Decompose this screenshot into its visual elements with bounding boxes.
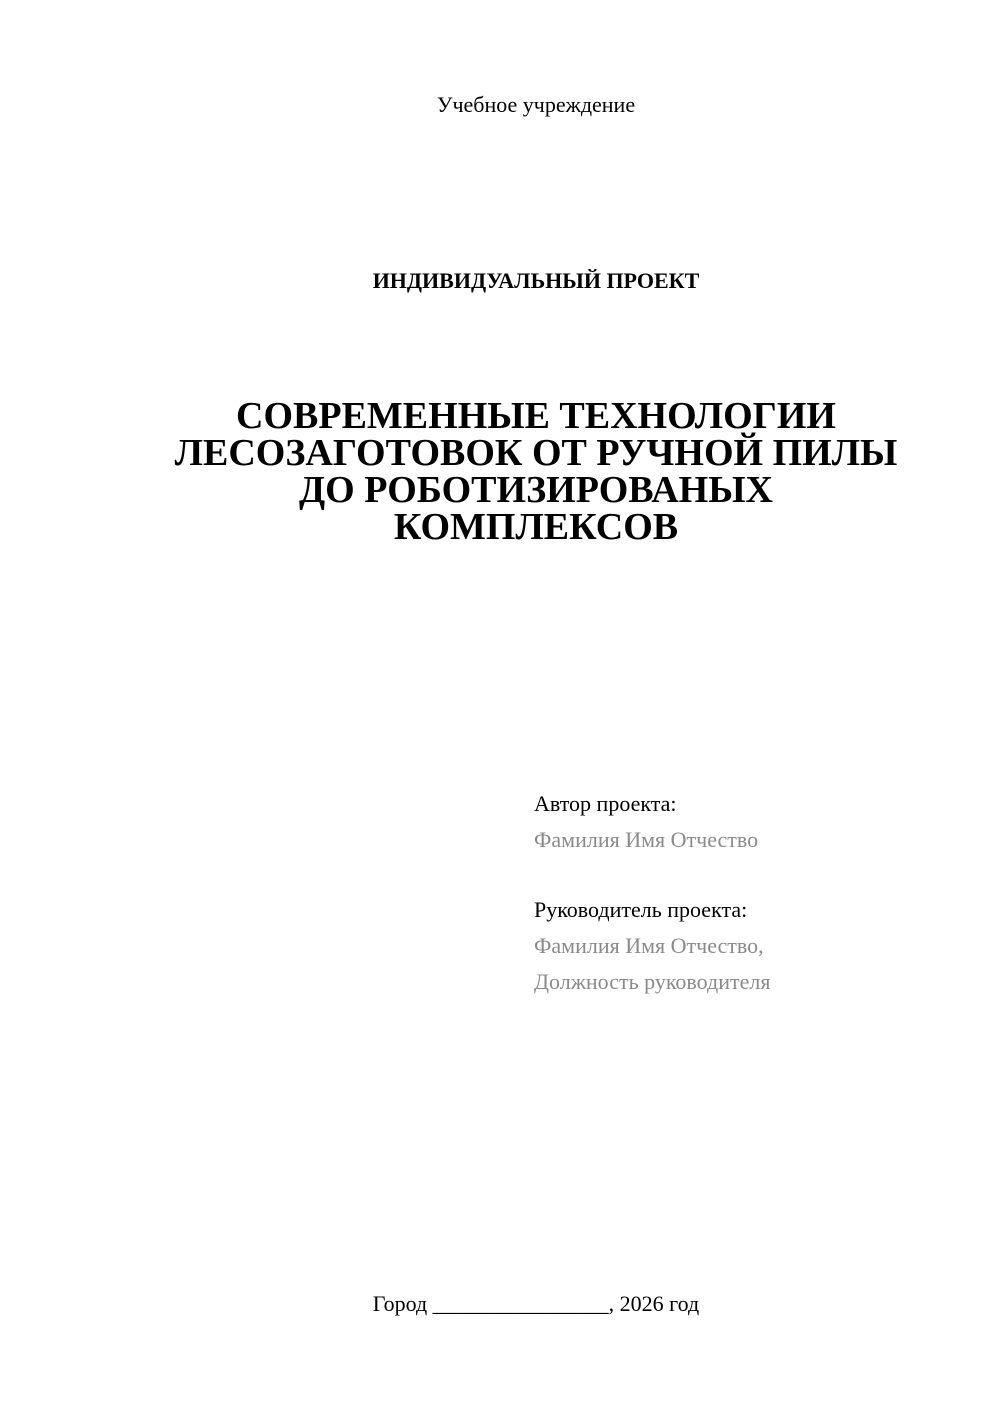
author-name-placeholder: Фамилия Имя Отчество [534,827,759,852]
author-block [534,786,758,858]
project-title-line-1: СОВРЕМЕННЫЕ ТЕХНОЛОГИИ [236,395,836,437]
supervisor-block [534,892,770,1000]
supervisor-label: Руководитель проекта: [534,897,748,922]
supervisor-position-placeholder: Должность руководителя [534,969,771,994]
project-title-line-3: ДО РОБОТИЗИРОВАНЫХ [299,469,773,511]
project-type-heading: ИНДИВИДУАЛЬНЫЙ ПРОЕКТ [372,268,700,293]
city-year-footer: Город ________________, 2026 год [372,1291,700,1316]
supervisor-name-placeholder: Фамилия Имя Отчество, [534,933,764,958]
project-title [100,395,972,548]
project-title-line-4: КОМПЛЕКСОВ [393,506,679,548]
institution-name: Учебное учреждение [436,92,636,117]
author-label: Автор проекта: [534,791,677,816]
project-title-line-2: ЛЕСОЗАГОТОВОК ОТ РУЧНОЙ ПИЛЫ [174,432,898,474]
